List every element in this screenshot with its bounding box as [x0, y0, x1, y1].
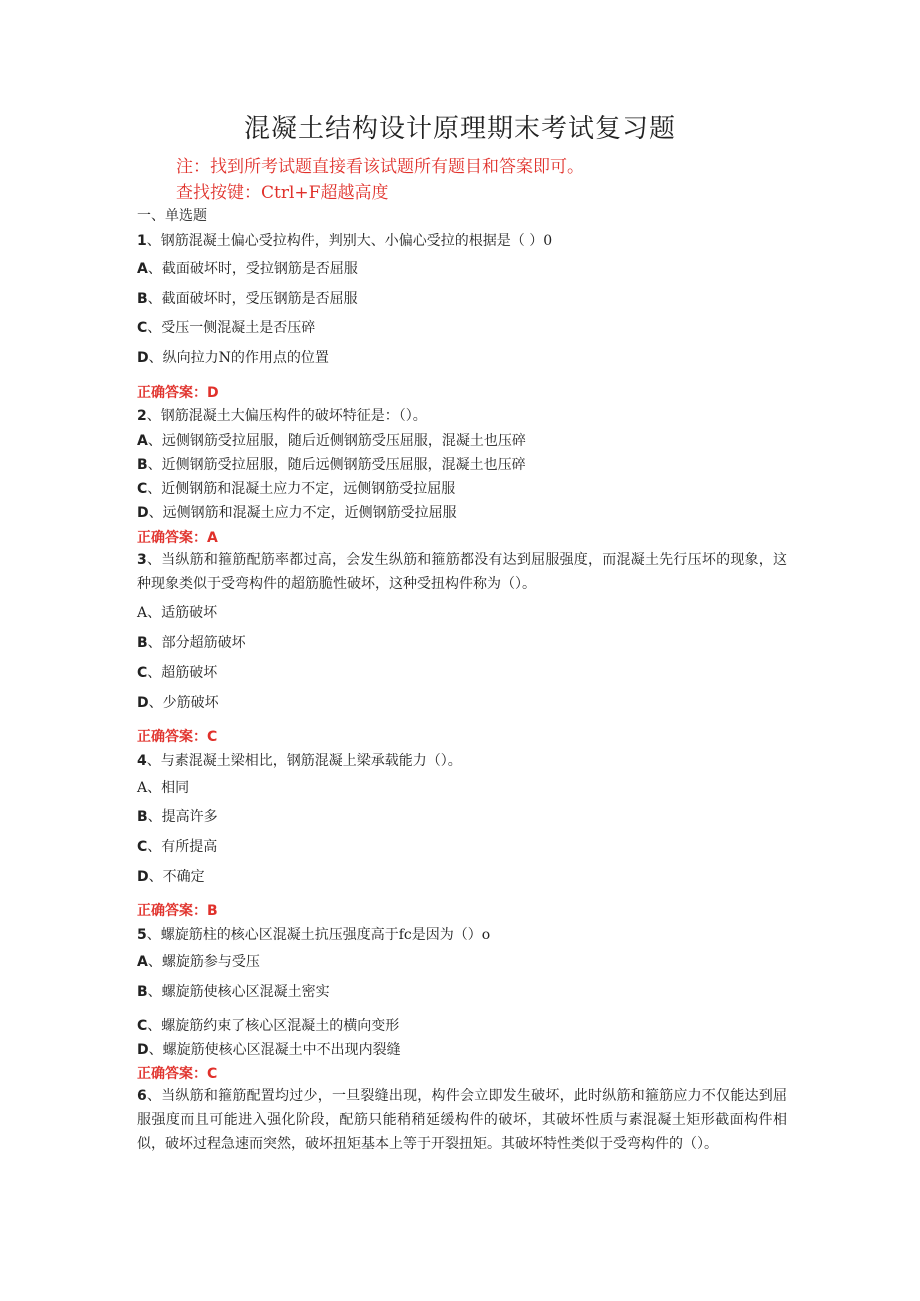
answer-2 [137, 527, 218, 547]
question-number: 2 [137, 408, 147, 424]
option-key: D [137, 350, 149, 366]
option-4b [137, 806, 218, 826]
option-text: 、近侧钢筋和混凝土应力不定，远侧钢筋受拉屈服 [147, 481, 456, 497]
question-1 [137, 230, 552, 250]
question-3 [137, 548, 787, 596]
section-heading: 一、单选题 [137, 208, 207, 224]
answer-3 [137, 726, 217, 746]
question-5 [137, 924, 490, 944]
option-1a [137, 258, 358, 278]
option-5a [137, 951, 260, 971]
option-key: B [137, 291, 148, 307]
answer-value: B [207, 903, 218, 919]
option-text: 、螺旋筋使核心区混凝土中不出现内裂缝 [148, 1042, 401, 1058]
option-key: B [137, 457, 148, 473]
answer-value: A [207, 530, 218, 546]
option-key: B [137, 809, 148, 825]
question-text: 、钢筋混凝土大偏压构件的破坏特征是：（）。 [146, 408, 427, 424]
option-key: C [137, 1018, 148, 1034]
option-key: D [137, 869, 149, 885]
answer-label: 正确答案： [137, 903, 207, 919]
option-5d [137, 1039, 401, 1059]
question-text: 、当纵筋和箍筋配筋率都过高，会发生纵筋和箍筋都没有达到屈服强度，而混凝土先行压坏的现象，这种现象类似于受弯构件的超筋脆性破坏，这种受扭构件称为（）。 [137, 552, 787, 592]
option-1b [137, 288, 358, 308]
option-2d [137, 502, 457, 522]
option-text: 、受压一侧混凝土是否压碎 [147, 320, 316, 336]
note-line-2: 查找按键：Ctrl+F超越高度 [176, 183, 389, 203]
question-text: 、当纵筋和箍筋配置均过少，一旦裂缝出现，构件会立即发生破坏，此时纵筋和箍筋应力不仅能达到屈服强度而且可能进入强化阶段，配筋只能稍稍延缓构件的破坏，其破坏性质与素混凝土矩形截面构件相似，破坏过程急速而突然，破坏扭矩基本上等于开裂扭矩。其破坏特性类似于受弯构件的（）。 [137, 1088, 787, 1152]
option-text: 、纵向拉力N的作用点的位置 [148, 350, 329, 366]
option-text: 、近侧钢筋受拉屈服，随后远侧钢筋受压屈服，混凝土也压碎 [147, 457, 526, 473]
option-text: 、远侧钢筋受拉屈服，随后近侧钢筋受压屈服，混凝土也压碎 [147, 433, 526, 449]
answer-5 [137, 1063, 217, 1083]
option-text: 、截面破坏时，受压钢筋是否屈服 [147, 291, 358, 307]
question-6 [137, 1084, 787, 1156]
question-text: 、钢筋混凝土偏心受拉构件，判别大、小偏心受拉的根据是（ ）0 [146, 233, 553, 249]
option-key: C [137, 320, 148, 336]
option-text: 、有所提高 [147, 839, 218, 855]
option-key: B [137, 635, 148, 651]
option-key: C [137, 481, 148, 497]
option-text: 、远侧钢筋和混凝土应力不定，近侧钢筋受拉屈服 [148, 505, 457, 521]
answer-label: 正确答案： [137, 729, 207, 745]
option-text: 、相同 [147, 780, 190, 796]
option-1d [137, 347, 329, 367]
option-text: 、少筋破坏 [148, 695, 219, 711]
option-3a [137, 602, 217, 622]
question-number: 1 [137, 233, 147, 249]
question-4 [137, 750, 462, 770]
option-key: C [137, 665, 148, 681]
option-5c [137, 1015, 399, 1035]
option-text: 、超筋破坏 [147, 665, 218, 681]
option-4a [137, 777, 189, 797]
option-3c [137, 662, 217, 682]
answer-label: 正确答案： [137, 530, 207, 546]
option-text: 、不确定 [148, 869, 205, 885]
answer-4 [137, 900, 218, 920]
document-title: 混凝土结构设计原理期末考试复习题 [243, 114, 676, 144]
option-key: A [137, 433, 148, 449]
option-2b [137, 454, 526, 474]
question-number: 4 [137, 753, 147, 769]
option-text: 、提高许多 [147, 809, 218, 825]
option-key: B [137, 984, 148, 1000]
option-key: D [137, 695, 149, 711]
answer-1 [137, 382, 219, 402]
option-3d [137, 692, 219, 712]
question-number: 5 [137, 927, 147, 943]
option-5b [137, 981, 330, 1001]
question-number: 6 [137, 1088, 147, 1104]
answer-value: C [207, 1066, 218, 1082]
question-text: 、螺旋筋柱的核心区混凝土抗压强度高于fc是因为（）o [146, 927, 491, 943]
answer-label: 正确答案： [137, 1066, 207, 1082]
option-text: 、适筋破坏 [147, 605, 218, 621]
question-text: 、与素混凝土梁相比，钢筋混凝上梁承载能力（）。 [146, 753, 462, 769]
answer-value: C [207, 729, 218, 745]
option-key: A [137, 780, 148, 796]
option-text: 、螺旋筋参与受压 [147, 954, 260, 970]
option-text: 、部分超筋破坏 [147, 635, 246, 651]
option-key: D [137, 505, 149, 521]
option-key: C [137, 839, 148, 855]
option-1c [137, 317, 315, 337]
answer-label: 正确答案： [137, 385, 207, 401]
option-text: 、截面破坏时，受拉钢筋是否屈服 [147, 261, 358, 277]
option-key: A [137, 261, 148, 277]
option-key: A [137, 605, 148, 621]
answer-value: D [207, 385, 219, 401]
option-text: 、螺旋筋使核心区混凝土密实 [147, 984, 330, 1000]
question-2 [137, 405, 427, 425]
option-key: A [137, 954, 148, 970]
option-text: 、螺旋筋约束了核心区混凝土的横向变形 [147, 1018, 400, 1034]
option-3b [137, 632, 246, 652]
option-2a [137, 430, 526, 450]
option-2c [137, 478, 455, 498]
option-4d [137, 866, 205, 886]
option-4c [137, 836, 217, 856]
option-key: D [137, 1042, 149, 1058]
question-number: 3 [137, 552, 147, 568]
note-line-1: 注：找到所考试题直接看该试题所有题目和答案即可。 [176, 157, 584, 177]
